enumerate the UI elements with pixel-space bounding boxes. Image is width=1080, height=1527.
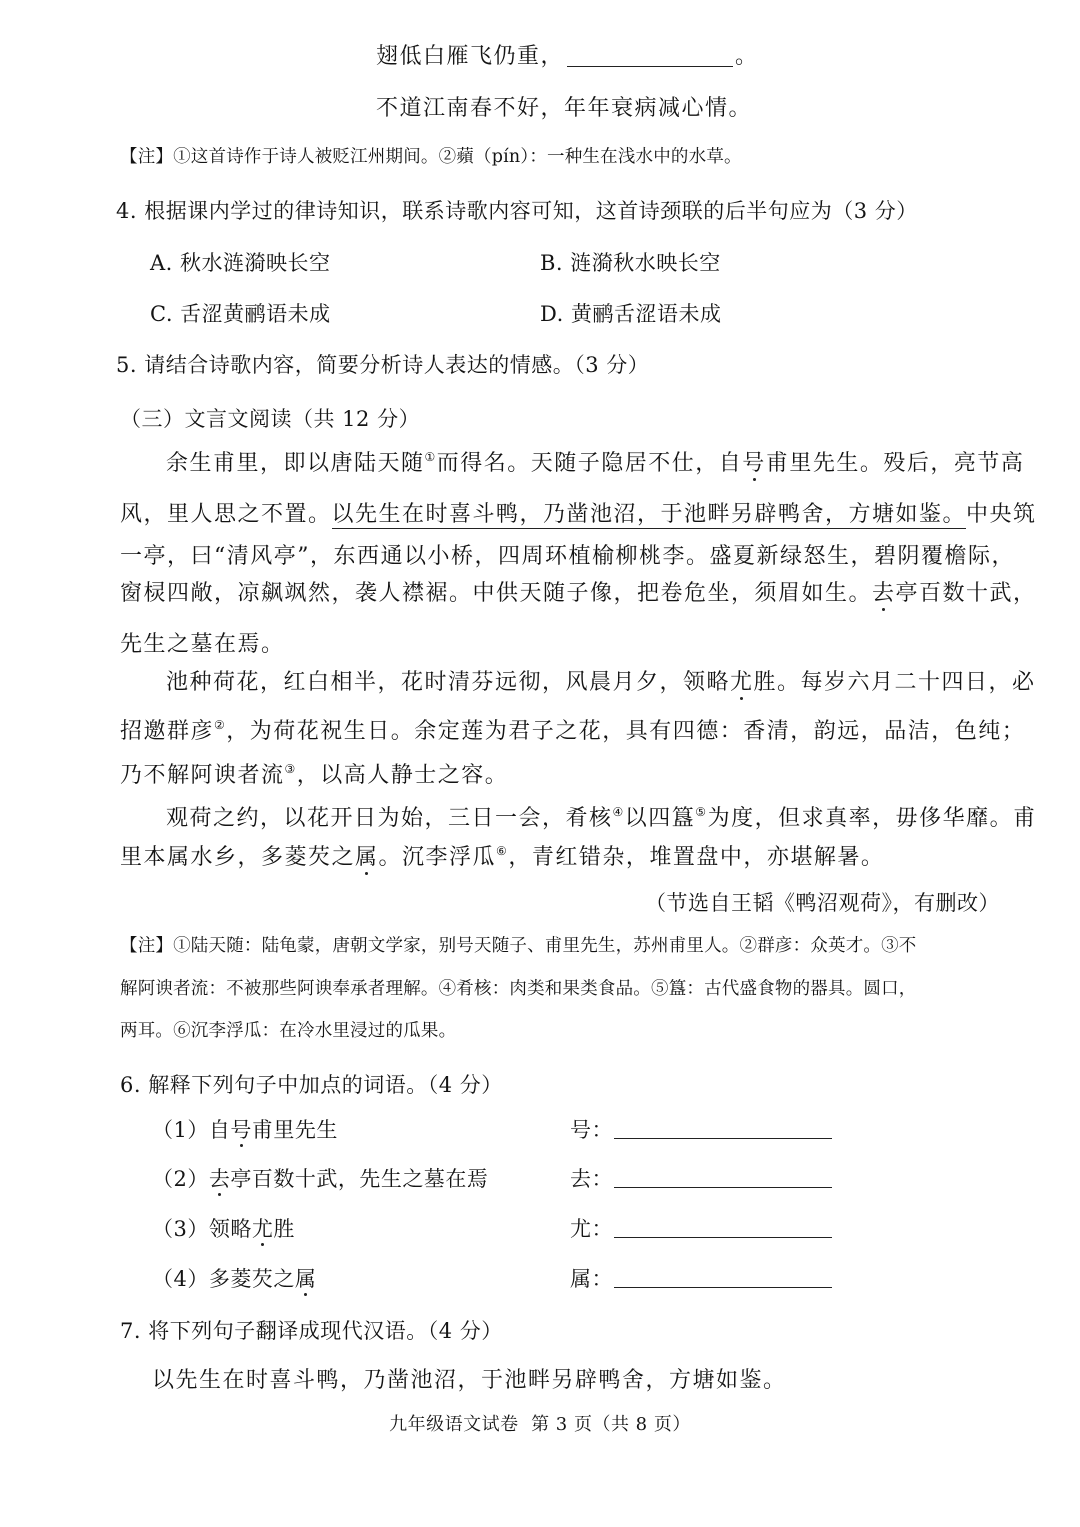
item-number: （2） [152,1167,209,1191]
passage-p1-line5: 先生之墓在焉。 [120,632,285,657]
q6-item-4 [152,1267,316,1292]
dotted-char: 属 [294,1267,317,1291]
text-run: ，青红错杂，堆置盘中，亦堪解暑。 [508,845,885,870]
text-run: 为度，但求真率，毋侈华靡。甫 [707,806,1037,831]
text-run: 胜 [273,1217,295,1241]
footnote-mark-4: ④ [612,805,625,819]
text-run: 多菱芡之 [208,1267,295,1291]
q6-item-1-label: 号： [570,1118,613,1142]
text-run: 观荷之约，以花开日为始，三日一会，肴核 [166,806,613,831]
passage-p3-line1 [166,806,1037,832]
dotted-char-you: 尤 [730,670,754,695]
text-run: 。沉李浮瓜 [378,845,497,870]
q6-item-2 [152,1167,488,1192]
footnote-mark-2: ② [214,718,227,732]
footnote-mark-3: ③ [284,762,297,776]
q6-item-1 [152,1118,338,1143]
q6-item-3-label: 尤： [570,1217,613,1241]
text-run: 中央筑 [966,502,1037,527]
passage-note-line1: 【注】①陆天随：陆龟蒙，唐朝文学家，别号天随子、甫里先生，苏州甫里人。②群彦：众英才。③不 [120,936,917,956]
item-number: （3） [152,1217,209,1241]
q7-stem: 7. 将下列句子翻译成现代汉语。（4 分） [120,1319,503,1343]
passage-p2-line2 [120,719,1025,745]
dotted-char: 号 [230,1118,252,1142]
item-number: （4） [152,1267,209,1291]
text-run: 甫里先生。殁后，亮节高 [765,451,1025,476]
passage-p1-line4 [120,581,1037,607]
text-run: 乃不解阿谀者流 [120,763,285,788]
passage-p3-line2 [120,845,884,871]
q6-item-4-blank[interactable] [614,1287,832,1288]
item-number: （1） [152,1118,209,1142]
dotted-char: 尤 [251,1217,274,1241]
text-run: 风，里人思之不置。 [120,502,332,527]
dotted-char-hao: 号 [742,451,766,476]
passage-p1-line2 [120,502,1037,528]
q5-stem: 5. 请结合诗歌内容，简要分析诗人表达的情感。（3 分） [116,353,650,377]
text-run: 窗棂四敞，凉飙飒然，袭人襟裾。中供天随子像，把卷危坐，须眉如生。 [120,581,873,606]
q7-sentence: 以先生在时喜斗鸭，乃凿池沼，于池畔另辟鸭舍，方塘如鉴。 [152,1368,787,1393]
q6-stem: 6. 解释下列句子中加点的词语。（4 分） [120,1073,503,1097]
page-footer: 九年级语文试卷 第 3 页（共 8 页） [389,1414,691,1435]
q6-item-1-blank[interactable] [614,1138,832,1139]
q4-option-b[interactable]: B. 涟漪秋水映长空 [540,251,721,275]
underlined-sentence: 以先生在时喜斗鸭，乃凿池沼，于池畔另辟鸭舍，方塘如鉴。 [331,502,967,527]
text-run: 亭百数十武，先生之墓在焉 [230,1167,489,1191]
text-run: 池种荷花，红白相半，花时清芬远彻，风晨月夕，领略 [166,670,731,695]
passage-note-line3: 两耳。⑥沉李浮瓜：在冷水里浸过的瓜果。 [120,1021,457,1041]
passage-p2-line1 [166,670,1036,696]
q6-item-3-blank[interactable] [614,1237,832,1238]
q4-stem: 4. 根据课内学过的律诗知识，联系诗歌内容可知，这首诗颈联的后半句应为（3 分） [116,199,918,223]
q6-item-4-label: 属： [570,1267,613,1291]
text-run: 招邀群彦 [120,719,215,744]
passage-p1-line1 [166,451,1024,477]
footnote-mark-6: ⑥ [496,844,509,858]
text-run: 自 [208,1118,231,1142]
q4-option-d[interactable]: D. 黄鹂舌涩语未成 [540,302,722,326]
poem-line-1-end: 。 [735,44,759,69]
q4-option-c[interactable]: C. 舌涩黄鹂语未成 [150,302,331,326]
text-run: 甫里先生 [251,1118,338,1142]
text-run: 余生甫里，即以唐陆天随 [166,451,425,476]
dotted-char-qu: 去 [872,581,896,606]
poem-line-1 [376,44,564,70]
footnote-mark-5: ⑤ [695,805,708,819]
passage-p1-line3: 一亭，曰“清风亭”，东西通以小桥，四周环植榆柳桃李。盛夏新绿怒生，碧阴覆檐际， [120,544,1015,569]
q6-item-2-blank[interactable] [614,1187,832,1188]
passage-note-line2: 解阿谀者流：不被那些阿谀奉承者理解。④肴核：肉类和果类食品。⑤簋：古代盛食物的器具。圆口， [120,979,917,999]
q6-item-3 [152,1217,295,1242]
text-run: ，以高人静士之容。 [296,763,509,788]
poem-line-1-text: 翅低白雁飞仍重， [376,44,565,69]
text-run: 领略 [208,1217,252,1241]
section-3-title: （三）文言文阅读（共 12 分） [120,407,421,431]
poem-line-2: 不道江南春不好，年年衰病减心情。 [376,96,753,121]
poem-note: 【注】①这首诗作于诗人被贬江州期间。②蘋（pín）：一种生在浅水中的水草。 [120,147,742,167]
text-run: 亭百数十武， [895,581,1037,606]
text-run: 胜。每岁六月二十四日，必 [753,670,1036,695]
text-run: 里本属水乡，多菱芡之 [120,845,356,870]
text-run: ，为荷花祝生日。余定莲为君子之花，具有四德：香清，韵远，品洁，色纯； [226,719,1026,744]
passage-p2-line3 [120,763,508,789]
passage-source: （节选自王韬《鸭沼观荷》，有删改） [645,891,1000,915]
dotted-char-shu: 属 [355,845,379,870]
text-run: 以四簋 [624,806,696,831]
poem-answer-blank[interactable] [567,66,733,67]
footnote-mark-1: ① [424,450,437,464]
dotted-char: 去 [208,1167,231,1191]
text-run: 而得名。天随子隐居不仕，自 [436,451,743,476]
q4-option-a[interactable]: A. 秋水涟漪映长空 [150,251,331,275]
q6-item-2-label: 去： [570,1167,613,1191]
